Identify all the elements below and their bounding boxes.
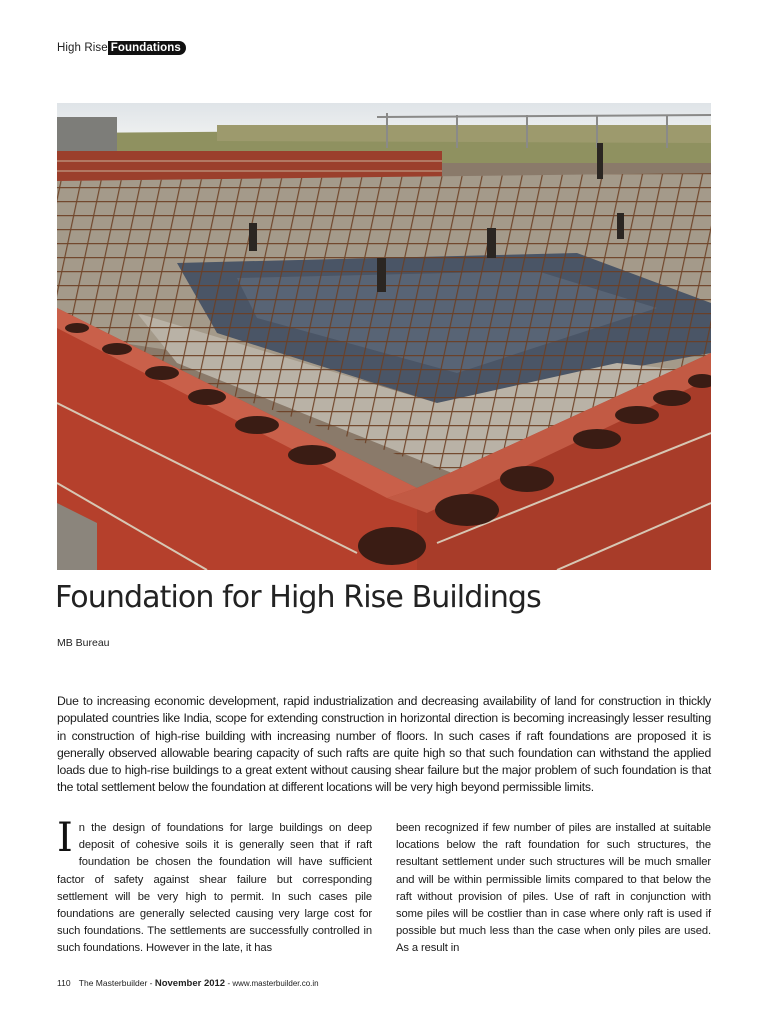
dropcap: I: [57, 815, 73, 861]
body-left-text: n the design of foundations for large buildings on deep deposit of cohesive soils it is generally seen that if raft foundation be chosen the foundation will have sufficient factor of safety against shear failure but corresponding settlement will be very high to permit. In such cases pile foundations are generally selected causing very large cost for such foundations. The settlements are successfully controlled in such foundations. However in the late, it has: [57, 822, 372, 955]
issue-date: November 2012: [154, 978, 226, 989]
page-footer: [57, 978, 319, 989]
article-abstract: Due to increasing economic development, rapid industrialization and decreasing availability of land for construction in thickly populated countries like India, scope for extending construction in horizontal direction is becoming increasingly lesser resulting in construction of high-rise building with increasing number of floors. In such cases if raft foundations are proposed it is generally observed allowable bearing capacity of such rafts are quite high so that such foundation can withstand the applied loads due to high-rise buildings to a great extent without causing shear failure but the major problem of such foundation is that the total settlement below the foundation at different locations will be very high beyond permissible limits.: [57, 694, 711, 795]
article-title: Foundation for High Rise Buildings: [55, 580, 541, 615]
body-column-left: [57, 815, 372, 958]
website-url: - www.masterbuilder.co.in: [227, 979, 319, 988]
section-tag-plain: High Rise: [57, 42, 108, 54]
body-column-right: been recognized if few number of piles are installed at suitable locations below the raft foundation for such structures, the resultant settlement under such structures will be much smaller and will be within permissible limits compared to that below the raft without provision of piles. Use of raft in conjunction with some piles will be costlier than in case where only raft is used if possible but much less than the case when only piles are used. As a result in: [396, 822, 711, 955]
magazine-name: The Masterbuilder -: [78, 978, 153, 988]
section-tag: [57, 42, 186, 54]
hero-photo: [57, 103, 711, 570]
page-number: 110: [57, 978, 71, 988]
section-tag-boxed: Foundations: [108, 41, 186, 55]
foundation-photo-illustration: [57, 103, 711, 570]
article-byline: MB Bureau: [57, 637, 110, 649]
